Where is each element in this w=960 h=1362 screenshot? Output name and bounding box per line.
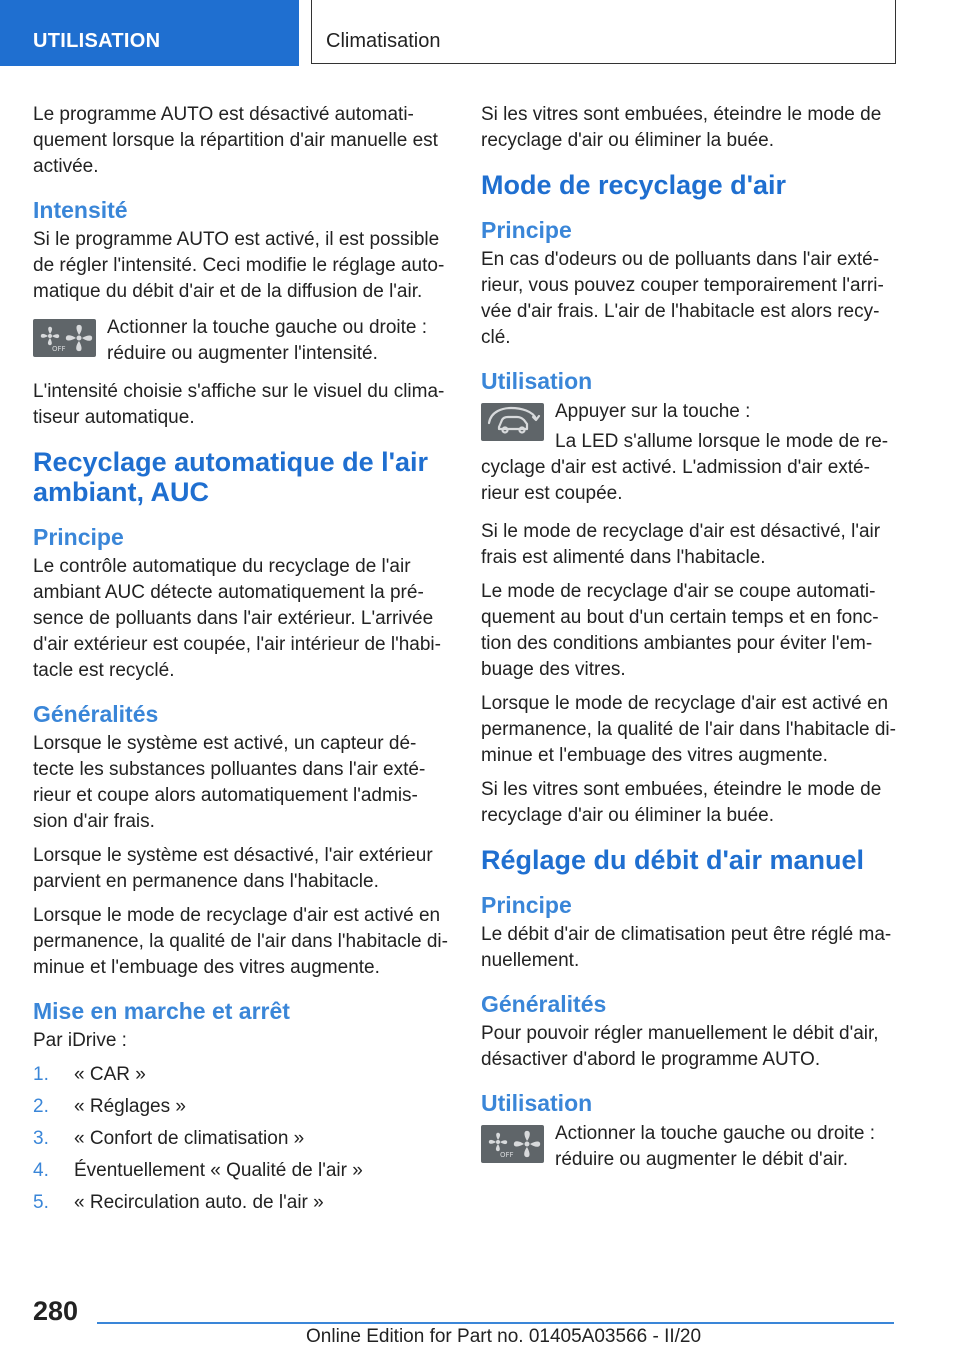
debit-generalites-text: Pour pouvoir régler manuellement le débit d'air, désactiver d'abord le programme AUTO. — [481, 1023, 879, 1070]
list-item: 5. « Recirculation auto. de l'air » — [33, 1192, 324, 1213]
recyclage-p3: Lorsque le mode de recyclage d'air est activé en permanence, la qualité de l'air dans l'habitacle di-minue et l'embuage des vitres augmente. — [481, 693, 896, 766]
intensite-icon-text: Actionner la touche gauche ou droite : réduire ou augmenter l'intensité. — [107, 317, 428, 364]
right-intro: Si les vitres sont embuées, éteindre le mode de recyclage d'air ou éliminer la buée. — [481, 104, 882, 151]
off-label: OFF — [52, 345, 66, 353]
auc-principe-heading: Principe — [33, 524, 124, 550]
intro-paragraph: Le programme AUTO est désactivé automati-quement lorsque la répartition d'air manuelle est activée. — [33, 104, 438, 177]
recyclage-instruction — [481, 399, 896, 511]
idrive-steps — [33, 1062, 448, 1216]
intensite-heading: Intensité — [33, 197, 128, 223]
debit-principe-heading: Principe — [481, 892, 572, 918]
list-item: 3. « Confort de climatisation » — [33, 1128, 305, 1149]
recyclage-p1: Si le mode de recyclage d'air est désactivé, l'air frais est alimenté dans l'habitacle. — [481, 521, 881, 568]
recyclage-p2: Le mode de recyclage d'air se coupe automati-quement au bout d'un certain temps et en fonc-tion des conditions ambiantes pour éviter l'em-buage des vitres. — [481, 581, 879, 680]
intensite-text: Si le programme AUTO est activé, il est possible de régler l'intensité. Ceci modifie le réglage auto-matique du débit d'air et de la diffusion de l'air. — [33, 229, 445, 302]
auc-generalites-p2: Lorsque le système est désactivé, l'air extérieur parvient en permanence dans l'habitacle. — [33, 845, 433, 892]
debit-icon-text: Actionner la touche gauche ou droite : réduire ou augmenter le débit d'air. — [555, 1123, 876, 1170]
recyclage-principe-heading: Principe — [481, 217, 572, 243]
off-label: OFF — [500, 1151, 514, 1159]
recyclage-p4: Si les vitres sont embuées, éteindre le mode de recyclage d'air ou éliminer la buée. — [481, 779, 882, 826]
intensite-after: L'intensité choisie s'affiche sur le visuel du clima-tiseur automatique. — [33, 381, 445, 428]
auc-generalites-p1: Lorsque le système est activé, un capteur dé-tecte les substances polluantes dans l'air exté-rieur et coupe alors automatiquement l'admis-sion d'air frais. — [33, 733, 426, 832]
list-item: 1. « CAR » — [33, 1064, 146, 1085]
intensite-instruction — [33, 315, 448, 371]
auc-principe-text: Le contrôle automatique du recyclage de l'air ambiant AUC détecte automatiquement la pré-sence de polluants dans l'air extérieur. L'arrivée d'air extérieur est coupée, l'air intérieur de l'habi-tacle est recyclé. — [33, 556, 441, 681]
right-column — [481, 102, 896, 1185]
mise-text: Par iDrive : — [33, 1030, 127, 1051]
recyclage-principe-text: En cas d'odeurs ou de polluants dans l'air exté-rieur, vous pouvez couper temporairement l'arri-vée d'air frais. L'air de l'habitacle est alors recy-clé. — [481, 249, 884, 348]
auc-generalites-p3: Lorsque le mode de recyclage d'air est activé en permanence, la qualité de l'air dans l'habitacle di-minue et l'embuage des vitres augmente. — [33, 905, 448, 978]
debit-heading: Réglage du débit d'air manuel — [481, 845, 864, 875]
auc-heading: Recyclage automatique de l'air ambiant, AUC — [33, 447, 429, 507]
recirculation-key-icon — [481, 403, 544, 441]
edition-note: Online Edition for Part no. 01405A03566 - II/20 — [306, 1326, 702, 1347]
fan-off-key-icon — [481, 1125, 544, 1163]
fan-off-key-icon — [33, 319, 96, 357]
debit-principe-text: Le débit d'air de climatisation peut être réglé ma-nuellement. — [481, 924, 892, 971]
auc-generalites-heading: Généralités — [33, 701, 159, 727]
section-tab: UTILISATION — [0, 0, 299, 66]
recyclage-heading: Mode de recyclage d'air — [481, 170, 787, 200]
footer-divider — [97, 1322, 894, 1324]
mise-heading: Mise en marche et arrêt — [33, 998, 290, 1024]
recyclage-icon-line2: La LED s'allume lorsque le mode de re-cyclage d'air est activé. L'admission d'air exté-rieur est coupée. — [481, 431, 889, 504]
page-number: 280 — [33, 1296, 79, 1326]
debit-instruction — [481, 1121, 896, 1177]
page-header — [0, 0, 960, 66]
debit-generalites-heading: Généralités — [481, 991, 607, 1017]
chapter-title: Climatisation — [311, 0, 896, 64]
debit-utilisation-heading: Utilisation — [481, 1090, 593, 1116]
list-item: 2. « Réglages » — [33, 1096, 186, 1117]
recyclage-icon-line1: Appuyer sur la touche : — [555, 401, 751, 422]
recyclage-utilisation-heading: Utilisation — [481, 368, 593, 394]
list-item: 4. Éventuellement « Qualité de l'air » — [33, 1160, 363, 1181]
left-column — [33, 102, 448, 1222]
